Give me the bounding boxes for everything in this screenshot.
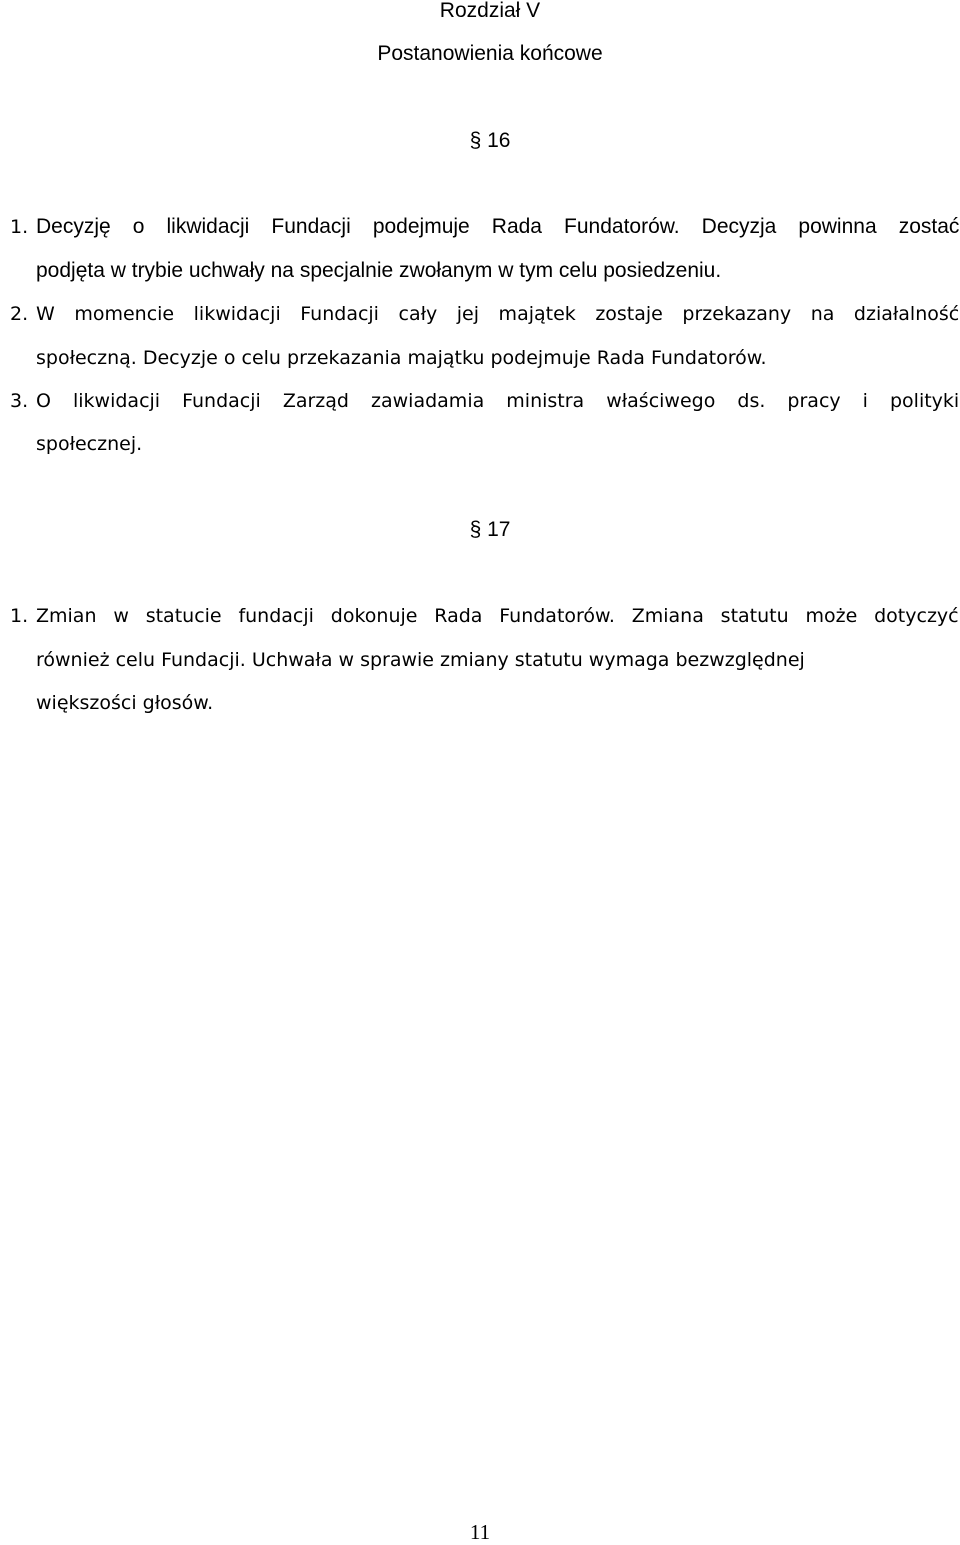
section-16-item-3-line-1 [10, 388, 959, 414]
section-16-item-3-line-2: społecznej. [36, 433, 143, 455]
section-16-item-2-line-1 [10, 301, 959, 327]
section-17-heading: § 17 [469, 518, 511, 541]
item-number: 2. [10, 303, 29, 325]
item-text: W momencie likwidacji Fundacji cały jej majątek zostaje przekazany na działalność [36, 303, 960, 325]
item-text: O likwidacji Fundacji Zarząd zawiadamia ministra właściwego ds. pracy i polityki [36, 390, 960, 412]
page-number: 11 [469, 1520, 491, 1544]
item-text: Zmian w statucie fundacji dokonuje Rada Fundatorów. Zmiana statutu może dotyczyć [36, 605, 959, 627]
section-16-heading: § 16 [469, 129, 511, 152]
item-number: 1. [10, 605, 29, 627]
item-number: 3. [10, 390, 29, 412]
item-number: 1. [10, 216, 29, 238]
section-17-item-1-line-3: większości głosów. [36, 692, 214, 714]
section-17-item-1-line-2: również celu Fundacji. Uchwała w sprawie zmiany statutu wymaga bezwzględnej [36, 649, 805, 671]
chapter-title: Rozdział V [439, 0, 541, 22]
section-17-item-1-line-1 [10, 603, 959, 629]
section-16-item-1-line-1 [10, 214, 959, 240]
chapter-subtitle: Postanowienia końcowe [377, 42, 603, 65]
item-text: Decyzję o likwidacji Fundacji podejmuje Rada Fundatorów. Decyzja powinna zostać [36, 215, 960, 238]
section-16-item-1-line-2: podjęta w trybie uchwały na specjalnie zwołanym w tym celu posiedzeniu. [36, 259, 722, 282]
section-16-item-2-line-2: społeczną. Decyzje o celu przekazania majątku podejmuje Rada Fundatorów. [36, 347, 767, 369]
